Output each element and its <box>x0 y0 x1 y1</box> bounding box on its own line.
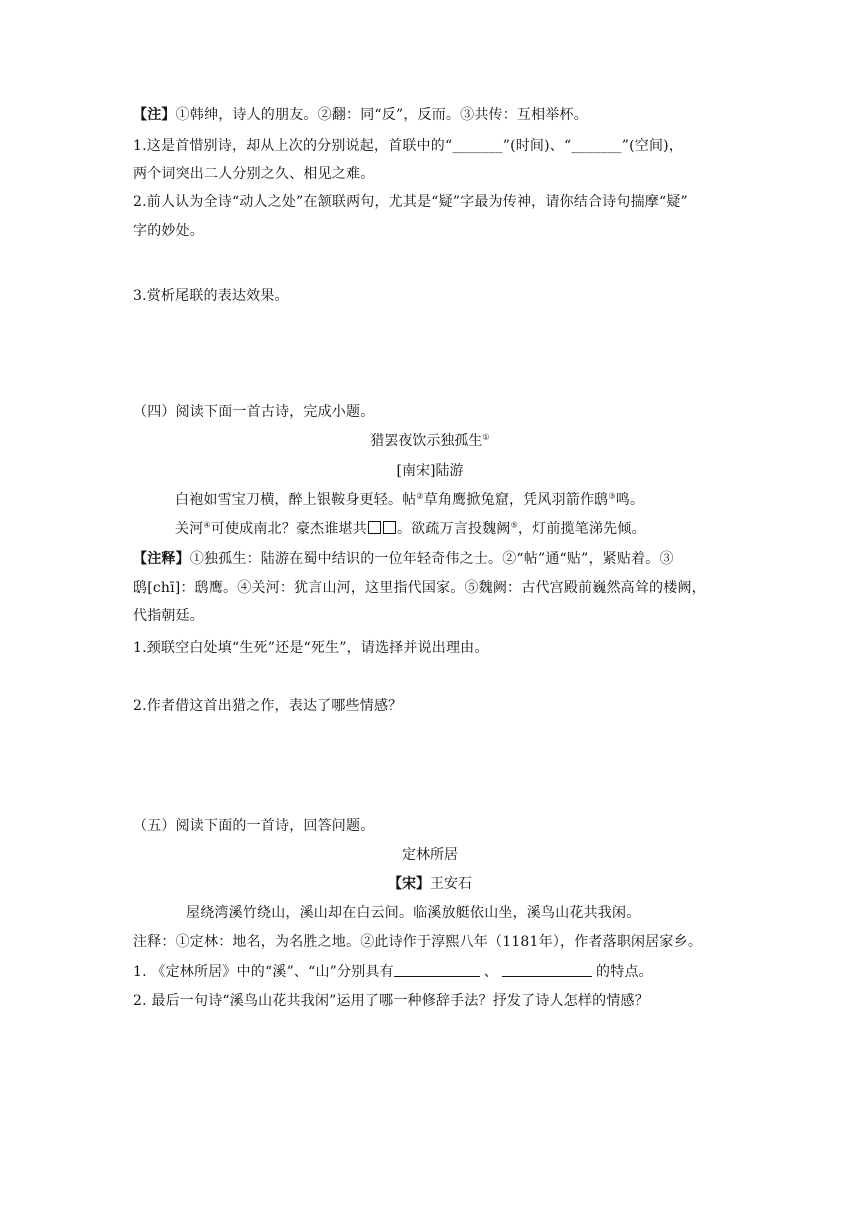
poem-author-4: [南宋]陆游 <box>396 463 464 479</box>
note-text: ①韩绅，诗人的朋友。②翻：同“反”，反而。③共传：互相举杯。 <box>175 107 588 123</box>
question-text: 1. 《定林所居》中的“溪”、“山”分别具有 <box>133 964 394 980</box>
poem-title-text: 猎罢夜饮示独孤生 <box>370 433 483 449</box>
footnote-marker: ③ <box>608 491 616 501</box>
blank-box <box>383 521 396 534</box>
verse-text: 鸣。 <box>615 492 645 508</box>
author-mark: 【宋】 <box>388 876 430 892</box>
question-text: 的特点。 <box>596 964 653 980</box>
note-5: 注释：①定林：地名，为名胜之地。②此诗作于淳熙八年（1181年），作者落职闲居家乡。 <box>133 934 703 950</box>
verse-text: 可使成南北？豪杰谁堪共 <box>210 521 367 537</box>
blank-box <box>368 521 381 534</box>
footnote-marker: ④ <box>203 520 211 530</box>
question-2-line-1: 2.前人认为全诗“动人之处”在颔联两句，尤其是“疑”字最为传神，请你结合诗句揣摩“疑” <box>133 194 688 210</box>
annotation-line-1 <box>133 548 674 568</box>
footnote-marker: ② <box>416 491 424 501</box>
section-4-heading: （四）阅读下面一首古诗，完成小题。 <box>133 404 375 420</box>
verse-text: ，灯前揽笔涕先倾。 <box>517 521 646 537</box>
question-3: 3.赏析尾联的表达效果。 <box>133 288 289 304</box>
answer-blank <box>394 964 480 977</box>
verse-text: 。欲疏万言投魏阙 <box>396 521 511 537</box>
question-5-1 <box>133 961 653 981</box>
question-4-1: 1.颈联空白处填“生死”还是“死生”，请选择并说出理由。 <box>133 640 489 656</box>
annotation-text: ①独孤生：陆游在蜀中结识的一位年轻奇伟之士。②“帖”通“贴”，紧贴着。③ <box>189 551 674 567</box>
annotation-mark: 【注释】 <box>133 551 190 567</box>
poem-verse-2 <box>175 518 646 538</box>
poem-verse-1 <box>175 489 644 509</box>
poem-verse-5: 屋绕湾溪竹绕山，溪山却在白云间。临溪放艇依山坐，溪鸟山花共我闲。 <box>186 905 641 921</box>
author-name: 王安石 <box>430 876 472 892</box>
question-1-line-1: 1.这是首惜别诗，却从上次的分别说起，首联中的“_______”(时间)、“_______”(空间)， <box>133 138 684 154</box>
footnote-marker: ① <box>482 432 490 442</box>
note-line <box>133 104 588 124</box>
separator: 、 <box>483 964 499 980</box>
question-5-2: 2. 最后一句诗“溪鸟山花共我闲”运用了哪一种修辞手法？抒发了诗人怎样的情感？ <box>133 993 649 1009</box>
poem-title-4 <box>0 430 860 450</box>
question-1-line-2: 两个词突出二人分别之久、相见之难。 <box>133 166 375 182</box>
note-mark: 【注】 <box>133 107 176 123</box>
answer-blank <box>502 964 592 977</box>
verse-text: 关河 <box>175 521 204 537</box>
annotation-line-3: 代指朝廷。 <box>133 608 204 624</box>
verse-text: 草角鹰掀兔窟，凭风羽箭作鸱 <box>423 492 609 508</box>
question-4-2: 2.作者借这首出猎之作，表达了哪些情感？ <box>133 698 403 714</box>
verse-text: 白袍如雪宝刀横，醉上银鞍身更轻。帖 <box>175 492 417 508</box>
annotation-line-2: 鸱[chī]：鸱鹰。④关河：犹言山河，这里指代国家。⑤魏阙：古代宫殿前巍然高耸的楼阙， <box>133 580 706 596</box>
poem-title-5: 定林所居 <box>402 847 458 863</box>
poem-author-5 <box>0 873 860 893</box>
section-5-heading: （五）阅读下面的一首诗，回答问题。 <box>133 818 375 834</box>
footnote-marker: ⑤ <box>510 520 518 530</box>
question-2-line-2: 字的妙处。 <box>133 223 204 239</box>
